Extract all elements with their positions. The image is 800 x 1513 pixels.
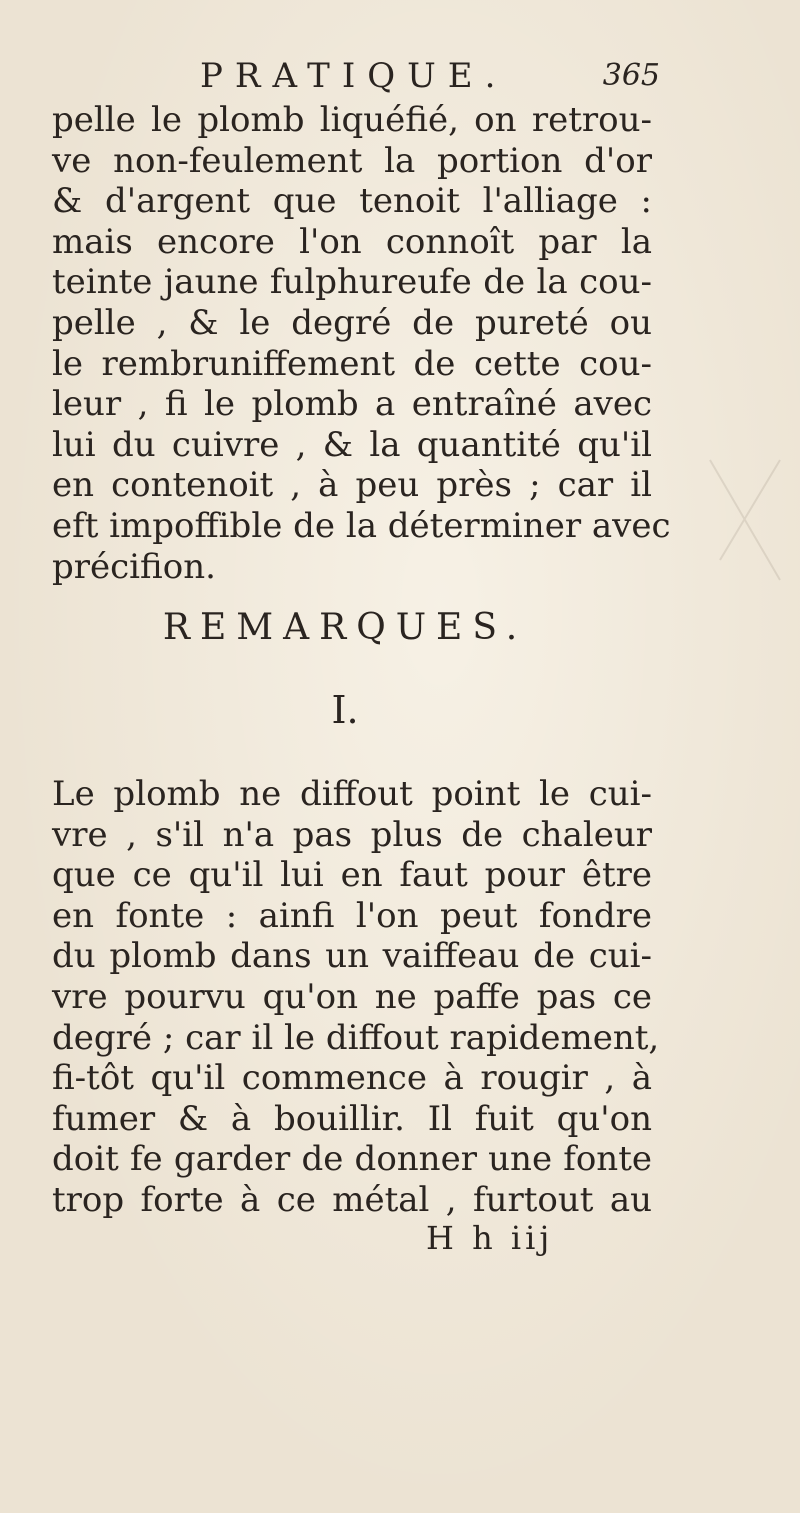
section-heading: REMARQUES. [162,607,528,648]
text-line: vre pourvu qu'on ne paffe pas ce [52,976,652,1017]
running-head: PRATIQUE. [200,56,508,96]
text-line: Le plomb ne diffout point le cui- [52,774,652,814]
text-line: fi-tôt qu'il commence à rougir , à [52,1058,652,1099]
text-line: précifion. [52,546,216,587]
text-line: ve non-feulement la portion d'or [52,140,652,181]
text-line: eft impoffible de la déterminer avec [52,505,671,546]
text-line: degré ; car il le diffout rapidement, [52,1017,660,1058]
show-through-mark [700,440,790,600]
page-header [200,56,660,96]
text-line: lui du cuivre , & la quantité qu'il [52,424,652,465]
text-line: le rembruniffement de cette cou- [52,343,652,384]
signature-mark: H h iij [426,1219,554,1257]
text-line: teinte jaune fulphureufe de la cou- [52,262,652,303]
text-line: & d'argent que tenoit l'alliage : [52,181,652,222]
text-line: vre , s'il n'a pas plus de chaleur [52,814,652,855]
paragraph-continued [52,100,671,587]
text-line: trop forte à ce métal , furtout au [52,1179,652,1220]
text-line: en fonte : ainfi l'on peut fondre [52,895,652,936]
text-line: mais encore l'on connoît par la [52,221,652,262]
text-line: pelle , & le degré de pureté ou [52,302,652,343]
page-number: 365 [602,58,660,93]
text-line: du plomb dans un vaiffeau de cui- [52,936,652,977]
text-line: leur , fi le plomb a entraîné avec [52,384,652,425]
text-line: que ce qu'il lui en faut pour être [52,855,652,896]
text-line: fumer & à bouillir. Il fuit qu'on [52,1098,652,1139]
text-line: en contenoit , à peu près ; car il [52,465,652,506]
paragraph-remark-1 [52,774,660,1221]
text-line: pelle le plomb liquéfié, on retrou- [52,100,652,140]
text-line: doit fe garder de donner une fonte [52,1139,652,1180]
section-numeral: I. [331,688,359,732]
